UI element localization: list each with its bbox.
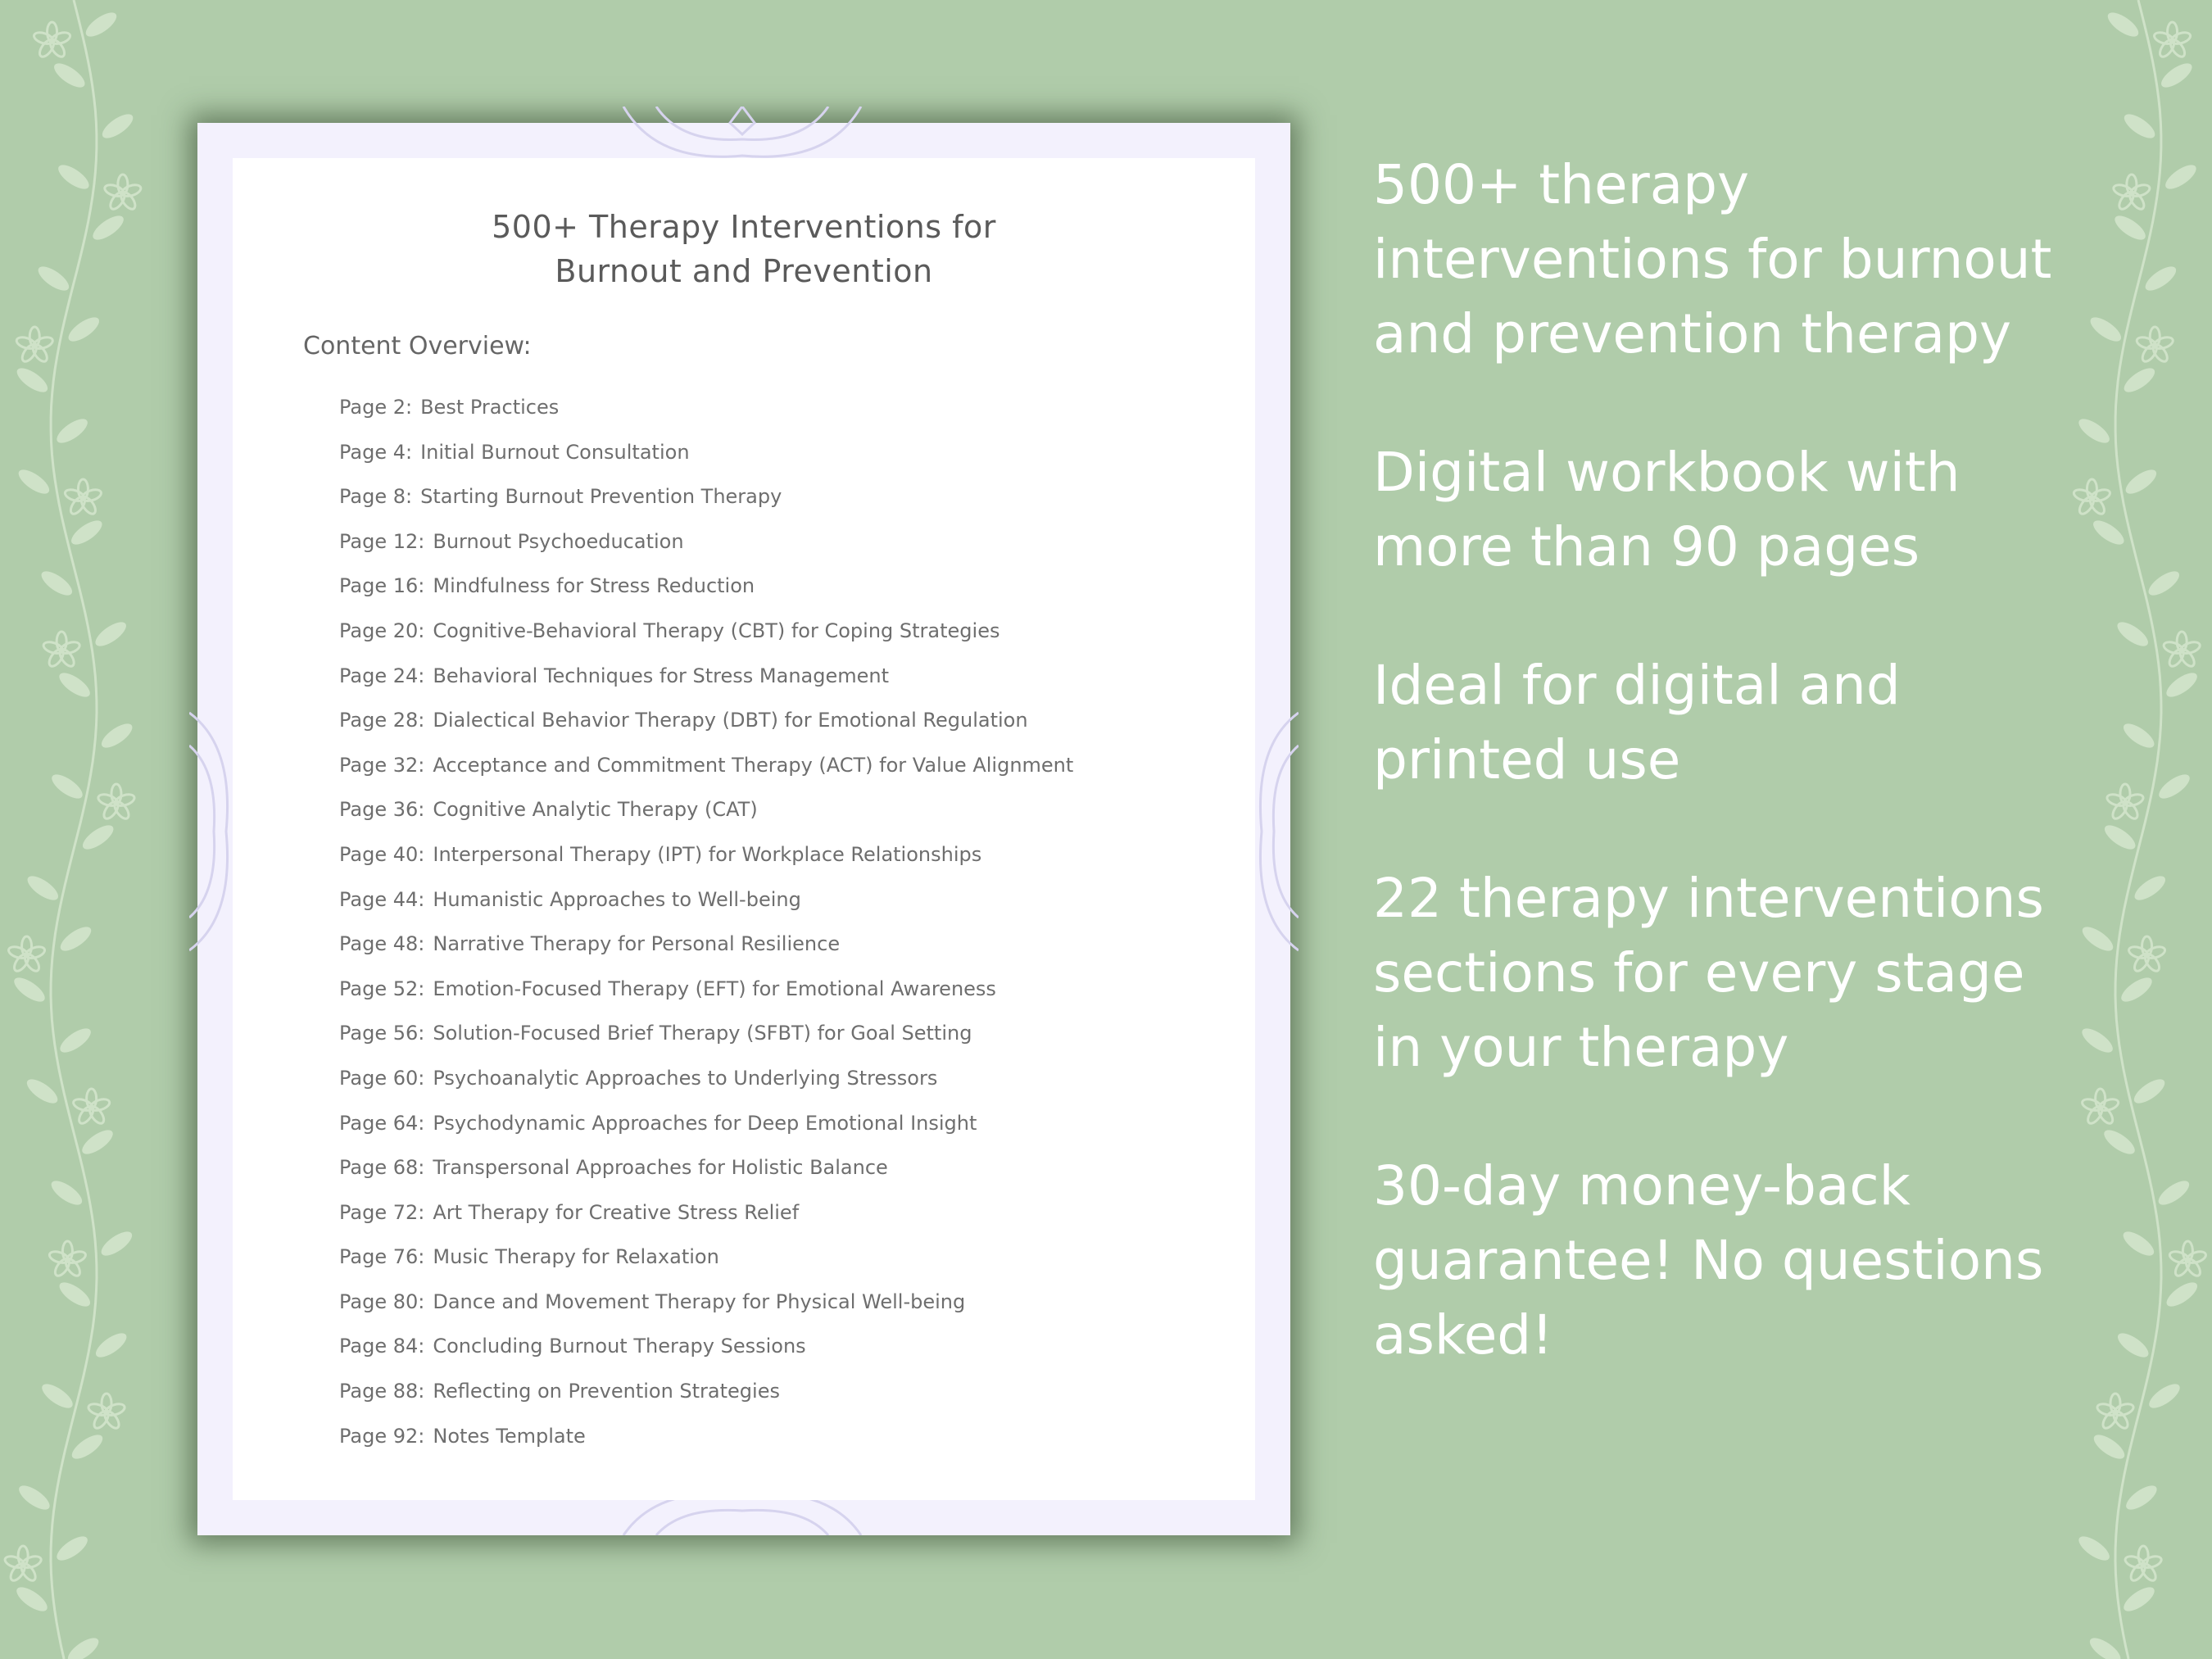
vine-leaf: [68, 516, 106, 549]
vine-leaf: [2123, 1481, 2160, 1514]
document-title-line-1: 500+ Therapy Interventions for: [492, 209, 996, 245]
vine-leaf: [2090, 1430, 2128, 1463]
toc-title: Notes Template: [433, 1424, 586, 1448]
flower-petal: [42, 640, 64, 655]
vine-leaf: [16, 1481, 53, 1514]
vine-leaf: [57, 922, 94, 955]
toc-title: Solution-Focused Brief Therapy (SFBT) for Goal Setting: [433, 1022, 972, 1045]
toc-item: [339, 1101, 1073, 1146]
vine-leaf: [2163, 669, 2201, 701]
toc-item: [339, 654, 1073, 699]
toc-title: Reflecting on Prevention Strategies: [433, 1380, 780, 1403]
toc-item: [339, 1145, 1073, 1190]
flower-petal: [7, 945, 29, 960]
flower-petal: [2128, 945, 2150, 960]
feature-sections: 22 therapy interventions sections for every stage in your therapy: [1373, 867, 2044, 1079]
feature-usage: Ideal for digital and printed use: [1373, 654, 1901, 791]
vine-leaf: [2163, 1278, 2201, 1311]
feature-interventions-count: 500+ therapy interventions for burnout and prevention therapy: [1373, 153, 2052, 365]
toc-item: [339, 787, 1073, 832]
toc-page-number: Page 12:: [339, 529, 425, 553]
floral-vine-right-icon: [2065, 0, 2212, 1659]
toc-page-number: Page 8:: [339, 485, 413, 509]
feature-page-count: Digital workbook with more than 90 pages: [1373, 441, 1960, 578]
feature-list: [1373, 147, 2078, 1436]
vine-leaf: [2120, 1583, 2158, 1616]
toc-page-number: Page 76:: [339, 1245, 425, 1269]
toc-page-number: Page 56:: [339, 1022, 425, 1045]
toc-item: [339, 564, 1073, 609]
toc-title: Psychoanalytic Approaches to Underlying Stressors: [433, 1066, 938, 1090]
vine-leaf: [53, 1532, 91, 1565]
vine-leaf: [2078, 922, 2116, 955]
vine-leaf: [2142, 262, 2179, 295]
toc-title: Concluding Burnout Therapy Sessions: [433, 1335, 806, 1358]
flower-petal: [103, 183, 125, 198]
vine-leaf: [2101, 1126, 2138, 1158]
flower-petal: [3, 1554, 25, 1570]
flower-petal: [2096, 1402, 2118, 1417]
vine-leaf: [2090, 516, 2128, 549]
toc-page-number: Page 16:: [339, 574, 425, 598]
vine-leaf: [2131, 872, 2169, 904]
flower-petal: [2105, 792, 2128, 808]
toc-title: Best Practices: [420, 396, 560, 419]
vine-leaf: [13, 1583, 51, 1616]
toc-title: Burnout Psychoeducation: [433, 529, 684, 553]
toc-item: [339, 1190, 1073, 1235]
vine-leaf: [39, 1380, 76, 1412]
vine-leaf: [38, 567, 75, 600]
vine-leaf: [56, 1278, 93, 1311]
toc-item: [339, 743, 1073, 788]
toc-page-number: Page 20:: [339, 619, 425, 642]
content-overview-label: Content Overview:: [303, 332, 532, 360]
flower-petal: [48, 1249, 70, 1265]
toc-title: Behavioral Techniques for Stress Management: [433, 664, 890, 687]
toc-item: [339, 1280, 1073, 1325]
toc-item: [339, 430, 1073, 475]
toc-page-number: Page 4:: [339, 440, 413, 464]
vine-leaf: [2075, 415, 2113, 447]
flower-petal: [87, 1402, 109, 1417]
flower-petal: [2112, 183, 2134, 198]
toc-title: Dialectical Behavior Therapy (DBT) for Emotional Regulation: [433, 709, 1028, 732]
toc-page-number: Page 44:: [339, 887, 425, 911]
floral-vine-left-icon: [0, 0, 147, 1659]
vine-leaf: [2086, 1634, 2124, 1659]
vine-leaf: [2162, 161, 2200, 193]
vine-leaf: [55, 161, 93, 193]
flower-petal: [2169, 1249, 2191, 1265]
toc-title: Music Therapy for Relaxation: [433, 1245, 719, 1269]
toc-page-number: Page 2:: [339, 396, 413, 419]
toc-page-number: Page 32:: [339, 753, 425, 777]
vine-leaf: [2104, 8, 2142, 41]
toc-page-number: Page 80:: [339, 1290, 425, 1313]
vine-leaf: [89, 211, 127, 244]
vine-leaf: [2078, 1024, 2116, 1057]
toc-page-number: Page 92:: [339, 1424, 425, 1448]
flower-petal: [33, 30, 55, 46]
toc-item: [339, 1369, 1073, 1414]
vine-leaf: [2130, 1075, 2168, 1108]
toc-page-number: Page 84:: [339, 1335, 425, 1358]
flower-petal: [2136, 335, 2158, 351]
toc-item: [339, 698, 1073, 743]
workbook-page-preview: [197, 123, 1290, 1535]
vine-leaf: [34, 262, 72, 295]
flower-petal: [97, 792, 119, 808]
toc-item: [339, 474, 1073, 519]
toc-item: [339, 1324, 1073, 1369]
table-of-contents: [339, 385, 1073, 1458]
flower-petal: [2081, 1097, 2103, 1113]
toc-title: Initial Burnout Consultation: [420, 440, 690, 464]
vine-leaf: [79, 821, 117, 854]
toc-title: Acceptance and Commitment Therapy (ACT) for Value Alignment: [433, 753, 1074, 777]
mandala-ornament-right-icon: [1249, 696, 1299, 967]
toc-title: Dance and Movement Therapy for Physical Well-being: [433, 1290, 966, 1313]
vine-leaf: [48, 1176, 85, 1209]
feature-guarantee: 30-day money-back guarantee! No questions asked!: [1373, 1154, 2044, 1367]
vine-leaf: [2087, 313, 2124, 346]
toc-item: [339, 967, 1073, 1012]
toc-title: Cognitive Analytic Therapy (CAT): [433, 798, 758, 822]
toc-page-number: Page 24:: [339, 664, 425, 687]
vine-leaf: [2101, 821, 2139, 854]
vine-leaf: [56, 669, 93, 701]
document-title-line-2: Burnout and Prevention: [555, 253, 933, 289]
toc-title: Cognitive-Behavioral Therapy (CBT) for Coping Strategies: [433, 619, 1000, 642]
vine-leaf: [57, 1024, 94, 1057]
vine-leaf: [2111, 211, 2149, 244]
vine-leaf: [11, 973, 48, 1006]
vine-leaf: [82, 8, 120, 41]
toc-title: Emotion-Focused Therapy (EFT) for Emotional Awareness: [433, 977, 996, 1000]
vine-leaf: [53, 415, 91, 447]
toc-title: Transpersonal Approaches for Holistic Balance: [433, 1156, 888, 1180]
vine-leaf: [93, 1329, 130, 1362]
flower-petal: [2124, 1554, 2146, 1570]
toc-title: Psychodynamic Approaches for Deep Emotional Insight: [433, 1111, 977, 1135]
toc-page-number: Page 36:: [339, 798, 425, 822]
vine-leaf: [64, 1634, 102, 1659]
vine-leaf: [48, 770, 86, 803]
vine-leaf: [2075, 1532, 2113, 1565]
vine-leaf: [68, 1430, 106, 1463]
flower-petal: [2153, 30, 2175, 46]
toc-page-number: Page 72:: [339, 1200, 425, 1224]
vine-leaf: [2155, 1176, 2192, 1209]
toc-page-number: Page 88:: [339, 1380, 425, 1403]
toc-item: [339, 877, 1073, 922]
toc-title: Art Therapy for Creative Stress Relief: [433, 1200, 800, 1224]
toc-item: [339, 1235, 1073, 1280]
toc-page-number: Page 52:: [339, 977, 425, 1000]
toc-title: Starting Burnout Prevention Therapy: [420, 485, 782, 509]
flower-petal: [16, 335, 38, 351]
page-content-area: [233, 158, 1255, 1500]
vine-leaf: [2120, 364, 2158, 397]
toc-page-number: Page 68:: [339, 1156, 425, 1180]
toc-title: Humanistic Approaches to Well-being: [433, 887, 801, 911]
vine-leaf: [2118, 973, 2155, 1006]
toc-title: Narrative Therapy for Personal Resilience: [433, 932, 841, 956]
toc-page-number: Page 28:: [339, 709, 425, 732]
mandala-ornament-left-icon: [189, 696, 238, 967]
toc-item: [339, 609, 1073, 654]
vine-leaf: [24, 872, 61, 904]
vine-leaf: [2114, 618, 2151, 650]
toc-item: [339, 1011, 1073, 1056]
vine-stem: [2115, 0, 2161, 1659]
toc-title: Mindfulness for Stress Reduction: [433, 574, 755, 598]
vine-leaf: [2146, 1380, 2183, 1412]
toc-item: [339, 1414, 1073, 1459]
toc-page-number: Page 40:: [339, 842, 425, 866]
vine-leaf: [2158, 59, 2196, 92]
vine-leaf: [98, 110, 136, 143]
vine-leaf: [2155, 770, 2193, 803]
vine-leaf: [13, 364, 51, 397]
flower-petal: [2162, 640, 2184, 655]
toc-page-number: Page 64:: [339, 1111, 425, 1135]
flower-petal: [64, 487, 86, 503]
vine-leaf: [65, 313, 102, 346]
vine-leaf: [2145, 567, 2183, 600]
vine-leaf: [23, 1075, 61, 1108]
toc-item: [339, 832, 1073, 877]
toc-item: [339, 385, 1073, 430]
vine-leaf: [2120, 110, 2158, 143]
toc-title: Interpersonal Therapy (IPT) for Workplace Relationships: [433, 842, 982, 866]
toc-item: [339, 1056, 1073, 1101]
vine-leaf: [98, 719, 136, 752]
vine-leaf: [15, 465, 52, 498]
toc-page-number: Page 48:: [339, 932, 425, 956]
vine-leaf: [2122, 465, 2160, 498]
toc-page-number: Page 60:: [339, 1066, 425, 1090]
vine-leaf: [97, 1227, 135, 1260]
vine-leaf: [2115, 1329, 2152, 1362]
vine-leaf: [92, 618, 129, 650]
vine-leaf: [51, 59, 88, 92]
toc-item: [339, 519, 1073, 564]
vine-leaf: [2120, 719, 2158, 752]
toc-item: [339, 922, 1073, 967]
vine-leaf: [2119, 1227, 2157, 1260]
vine-leaf: [79, 1126, 116, 1158]
flower-petal: [72, 1097, 94, 1113]
